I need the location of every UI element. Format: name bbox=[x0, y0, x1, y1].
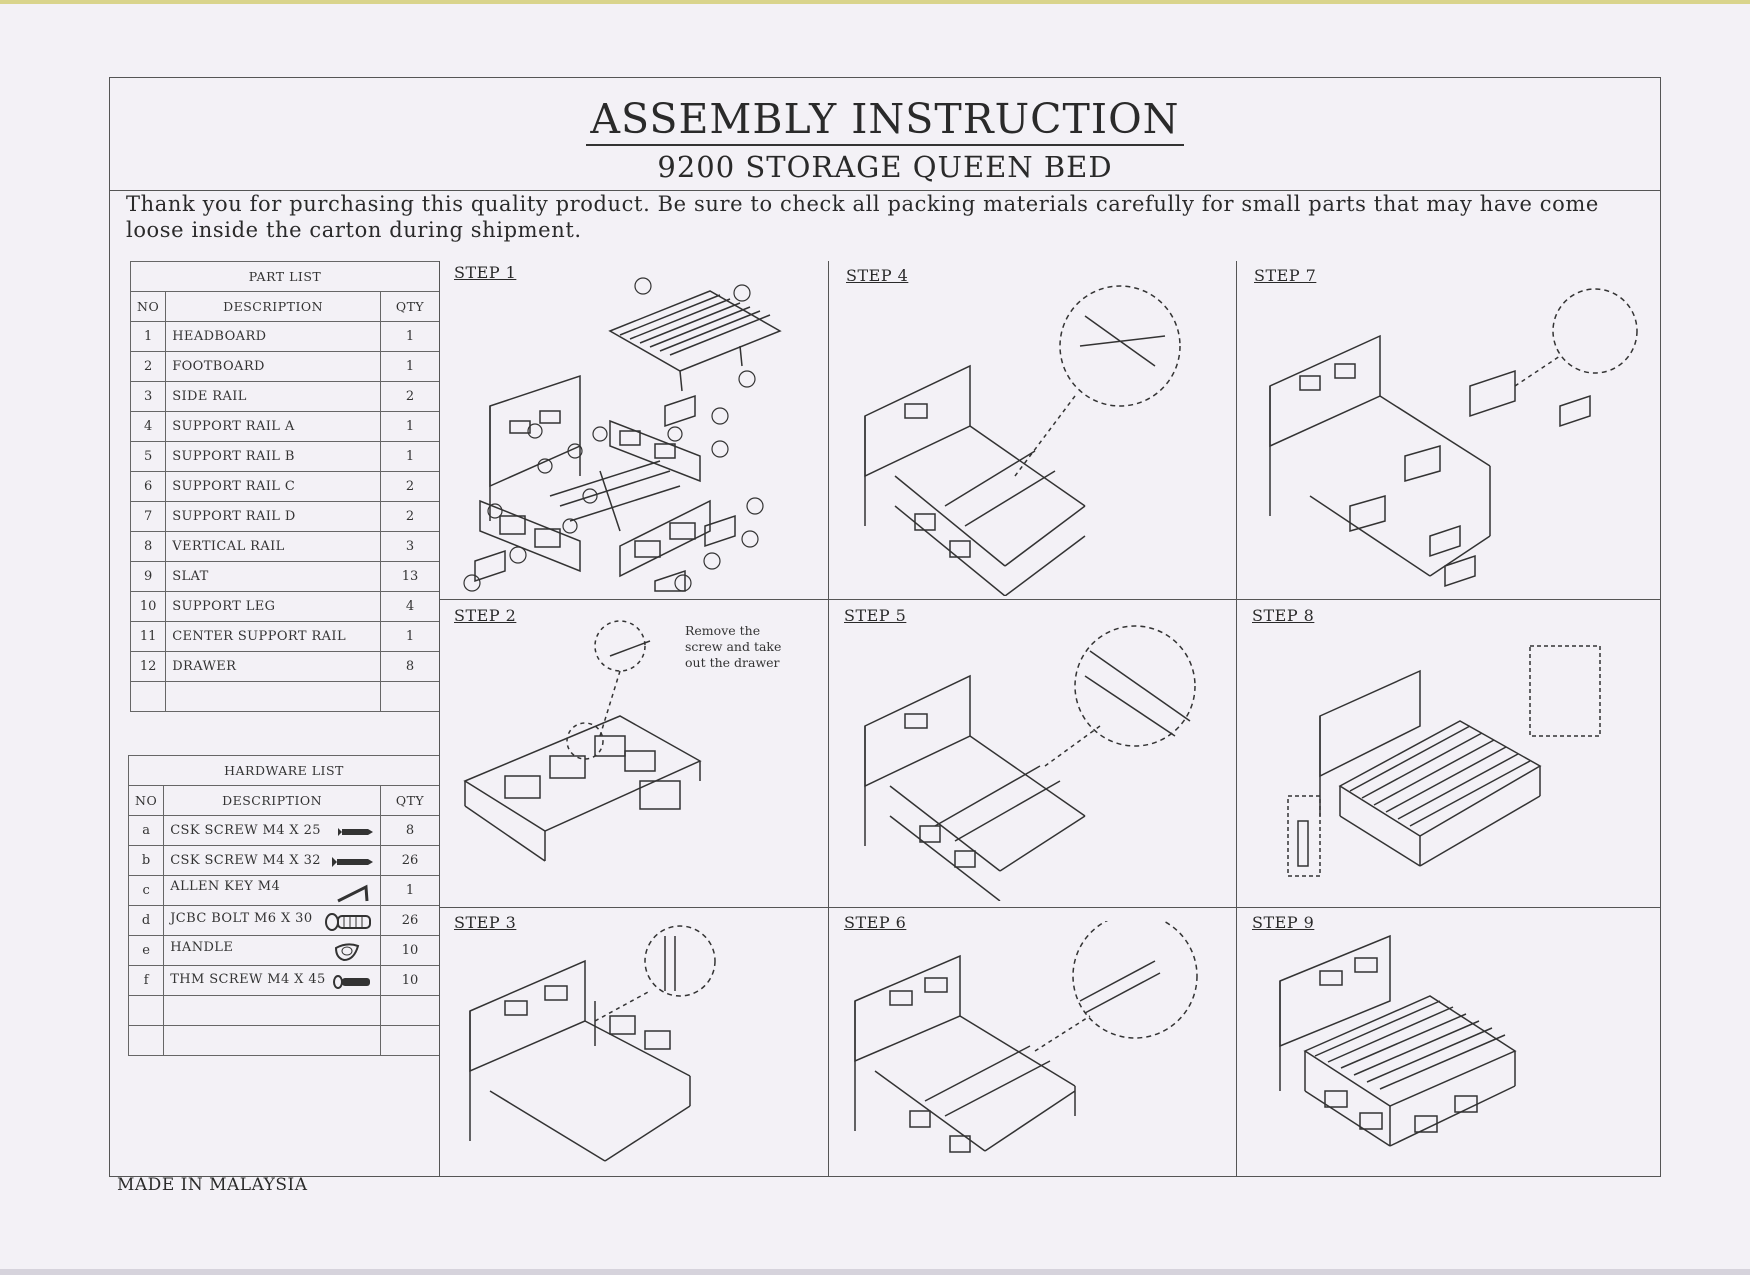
part-qty: 2 bbox=[381, 472, 440, 502]
step-9-label: STEP 9 bbox=[1252, 913, 1315, 932]
hardware-list-table bbox=[128, 755, 440, 1056]
table-row-empty bbox=[131, 682, 440, 712]
step-6-diagram bbox=[835, 921, 1230, 1171]
table-row bbox=[131, 382, 440, 412]
short-screw-icon bbox=[336, 826, 374, 838]
thm-screw-icon bbox=[332, 975, 374, 989]
step-5-label: STEP 5 bbox=[844, 606, 907, 625]
hw-desc: CSK SCREW M4 X 32 bbox=[170, 853, 321, 868]
part-qty: 1 bbox=[381, 322, 440, 352]
hw-desc: HANDLE bbox=[170, 939, 234, 955]
hw-no: b bbox=[129, 846, 164, 876]
intro-text: Thank you for purchasing this quality product. Be sure to check all packing materials carefully for small parts that may have come loose inside the carton during shipment. bbox=[126, 192, 1599, 242]
part-desc: VERTICAL RAIL bbox=[166, 532, 381, 562]
part-qty: 2 bbox=[381, 502, 440, 532]
hw-col-no: NO bbox=[129, 786, 164, 816]
hw-desc: CSK SCREW M4 X 25 bbox=[170, 823, 321, 838]
part-desc: DRAWER bbox=[166, 652, 381, 682]
grid-divider bbox=[440, 599, 1661, 600]
hw-qty: 8 bbox=[381, 816, 440, 846]
part-col-no: NO bbox=[131, 292, 166, 322]
part-col-desc: DESCRIPTION bbox=[166, 292, 381, 322]
part-no: 3 bbox=[131, 382, 166, 412]
part-desc: SUPPORT RAIL A bbox=[166, 412, 381, 442]
hw-no: f bbox=[129, 966, 164, 996]
part-qty: 13 bbox=[381, 562, 440, 592]
hardware-list-heading: HARDWARE LIST bbox=[129, 756, 440, 786]
part-qty: 8 bbox=[381, 652, 440, 682]
table-row bbox=[131, 322, 440, 352]
part-desc: SIDE RAIL bbox=[166, 382, 381, 412]
hw-no: e bbox=[129, 936, 164, 966]
hw-qty: 26 bbox=[381, 906, 440, 936]
step-8-label: STEP 8 bbox=[1252, 606, 1315, 625]
product-name: 9200 STORAGE QUEEN BED bbox=[657, 150, 1113, 184]
hw-qty: 1 bbox=[381, 876, 440, 906]
part-no: 5 bbox=[131, 442, 166, 472]
step-7-diagram bbox=[1240, 276, 1655, 596]
part-qty: 3 bbox=[381, 532, 440, 562]
table-row bbox=[129, 846, 440, 876]
table-row bbox=[129, 876, 440, 906]
table-row bbox=[129, 936, 440, 966]
hw-qty: 26 bbox=[381, 846, 440, 876]
part-no: 9 bbox=[131, 562, 166, 592]
part-qty: 2 bbox=[381, 382, 440, 412]
part-no: 8 bbox=[131, 532, 166, 562]
part-desc: FOOTBOARD bbox=[166, 352, 381, 382]
part-list-table bbox=[130, 261, 440, 712]
step-4-label: STEP 4 bbox=[846, 266, 909, 285]
part-no: 6 bbox=[131, 472, 166, 502]
hw-no: d bbox=[129, 906, 164, 936]
step-1-exploded-diagram bbox=[450, 271, 820, 596]
step-3-diagram bbox=[450, 921, 820, 1171]
part-desc: SUPPORT RAIL C bbox=[166, 472, 381, 502]
steps-grid bbox=[439, 261, 1661, 1177]
table-row bbox=[131, 592, 440, 622]
part-no: 7 bbox=[131, 502, 166, 532]
part-desc: SUPPORT LEG bbox=[166, 592, 381, 622]
table-row bbox=[131, 412, 440, 442]
table-row bbox=[129, 816, 440, 846]
grid-divider bbox=[1236, 261, 1237, 1177]
handle-icon bbox=[332, 942, 362, 962]
part-qty: 1 bbox=[381, 412, 440, 442]
step-5-diagram bbox=[835, 616, 1230, 901]
hw-qty: 10 bbox=[381, 966, 440, 996]
part-no: 4 bbox=[131, 412, 166, 442]
part-desc: SUPPORT RAIL D bbox=[166, 502, 381, 532]
instruction-sheet bbox=[109, 77, 1661, 1177]
table-row bbox=[131, 442, 440, 472]
hw-col-qty: QTY bbox=[381, 786, 440, 816]
part-col-qty: QTY bbox=[381, 292, 440, 322]
allen-key-icon bbox=[336, 881, 374, 903]
hw-no: c bbox=[129, 876, 164, 906]
part-no: 10 bbox=[131, 592, 166, 622]
scan-edge bbox=[0, 1269, 1750, 1275]
hw-desc: ALLEN KEY M4 bbox=[170, 878, 281, 894]
table-row bbox=[129, 906, 440, 936]
table-row bbox=[131, 622, 440, 652]
hw-col-desc: DESCRIPTION bbox=[164, 786, 381, 816]
step-2-note-line: out the drawer bbox=[685, 655, 780, 670]
step-3-label: STEP 3 bbox=[454, 913, 517, 932]
step-2-label: STEP 2 bbox=[454, 606, 517, 625]
step-2-note-line: screw and take bbox=[685, 639, 782, 654]
hw-no: a bbox=[129, 816, 164, 846]
step-6-label: STEP 6 bbox=[844, 913, 907, 932]
part-no: 11 bbox=[131, 622, 166, 652]
part-desc: HEADBOARD bbox=[166, 322, 381, 352]
part-desc: SLAT bbox=[166, 562, 381, 592]
step-2-note bbox=[685, 623, 781, 671]
table-row bbox=[131, 532, 440, 562]
long-screw-icon bbox=[330, 856, 374, 868]
part-qty: 1 bbox=[381, 442, 440, 472]
page-title: ASSEMBLY INSTRUCTION bbox=[586, 96, 1183, 146]
part-qty: 1 bbox=[381, 622, 440, 652]
part-qty: 4 bbox=[381, 592, 440, 622]
table-row-empty bbox=[129, 1026, 440, 1056]
title-box bbox=[110, 78, 1660, 191]
table-row-empty bbox=[129, 996, 440, 1026]
part-list-heading: PART LIST bbox=[131, 262, 440, 292]
bolt-icon bbox=[324, 913, 374, 931]
grid-divider bbox=[828, 261, 829, 1177]
part-qty: 1 bbox=[381, 352, 440, 382]
hw-desc: THM SCREW M4 X 45 bbox=[170, 972, 326, 987]
part-desc: CENTER SUPPORT RAIL bbox=[166, 622, 381, 652]
table-row bbox=[131, 472, 440, 502]
step-7-label: STEP 7 bbox=[1254, 266, 1317, 285]
table-row bbox=[131, 652, 440, 682]
table-row bbox=[131, 352, 440, 382]
step-4-diagram bbox=[835, 276, 1230, 596]
grid-divider bbox=[440, 907, 1661, 908]
hw-desc: JCBC BOLT M6 X 30 bbox=[170, 910, 313, 926]
table-row bbox=[131, 562, 440, 592]
made-in-label: MADE IN MALAYSIA bbox=[117, 1175, 308, 1195]
hw-qty: 10 bbox=[381, 936, 440, 966]
table-row bbox=[129, 966, 440, 996]
part-no: 12 bbox=[131, 652, 166, 682]
part-no: 1 bbox=[131, 322, 166, 352]
scan-edge bbox=[0, 0, 1750, 4]
part-desc: SUPPORT RAIL B bbox=[166, 442, 381, 472]
step-2-note-line: Remove the bbox=[685, 623, 761, 638]
part-no: 2 bbox=[131, 352, 166, 382]
step-8-diagram bbox=[1240, 616, 1655, 901]
step-9-diagram bbox=[1240, 921, 1655, 1171]
step-1-label: STEP 1 bbox=[454, 263, 517, 282]
table-row bbox=[131, 502, 440, 532]
